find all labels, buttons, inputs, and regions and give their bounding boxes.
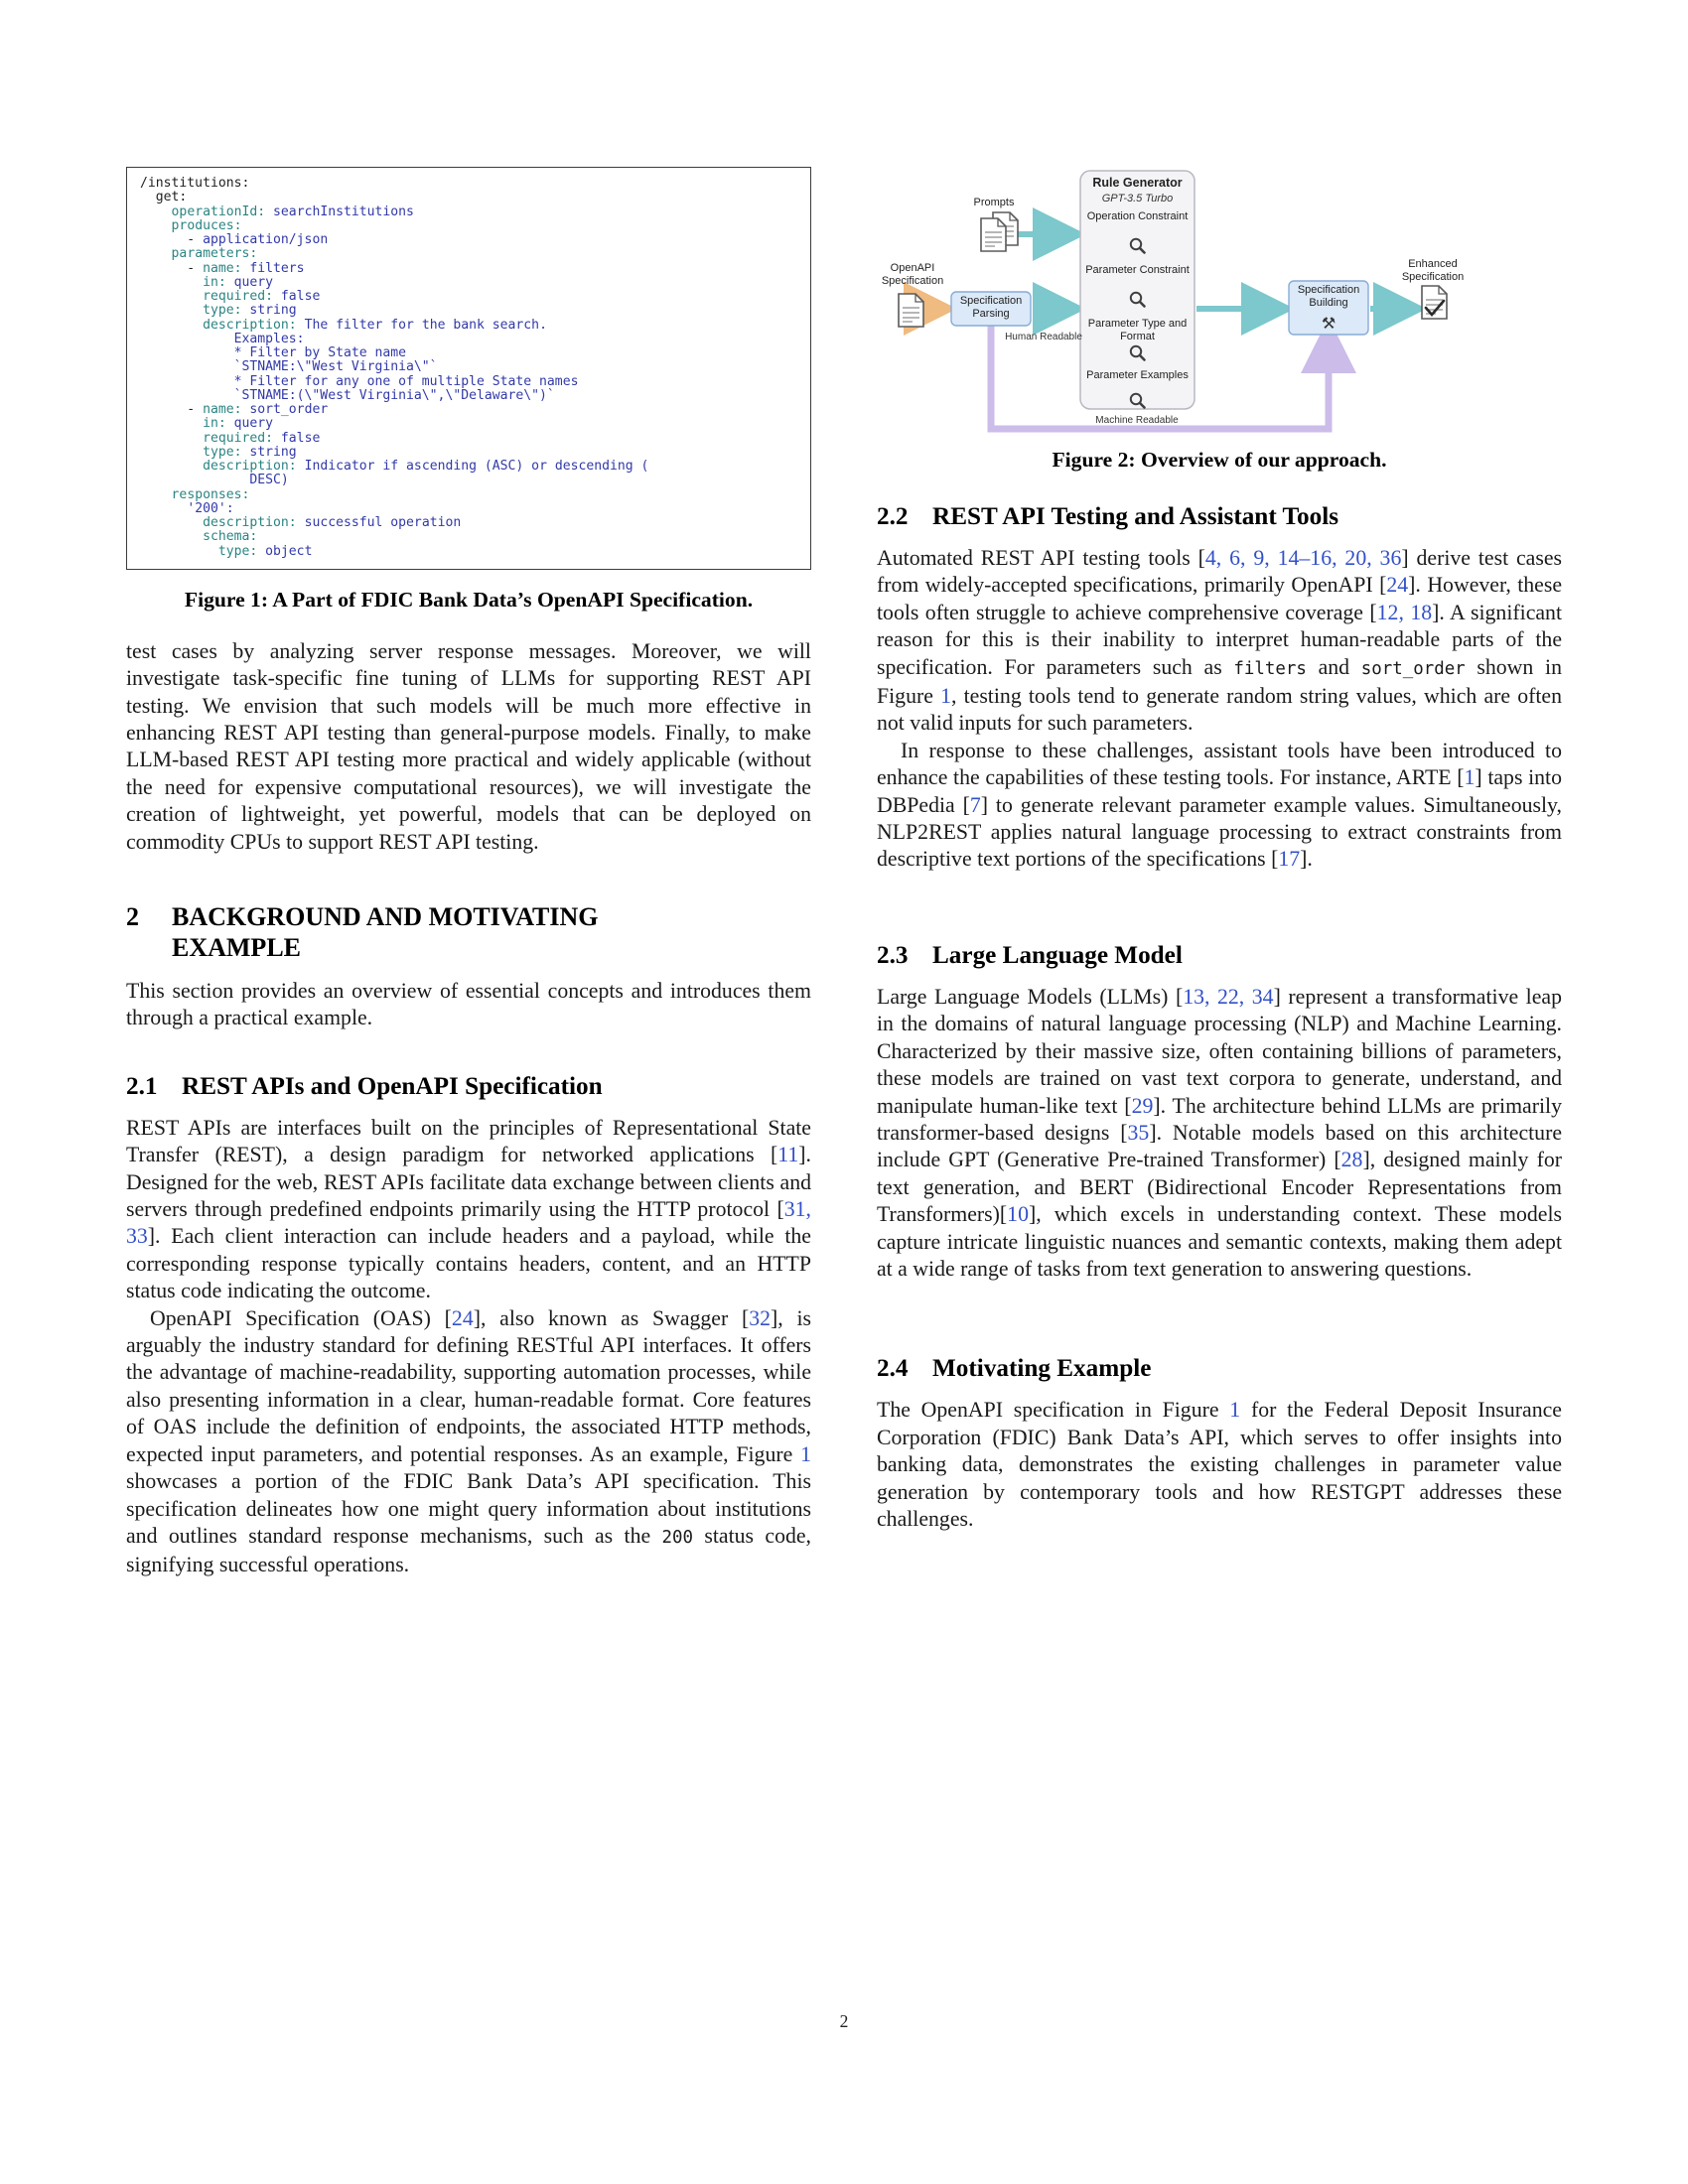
citation-link[interactable]: 1 — [1464, 765, 1476, 790]
code-line: '200': — [187, 500, 234, 516]
text-run: ], which excels in understanding context. These models capture intricate linguistic nuances and semantic contexts, making them adept at a wide range of tasks from text generation to answering questions. — [877, 1202, 1562, 1281]
citation-link[interactable]: 12, 18 — [1376, 600, 1433, 624]
text-run: shown in Figure — [877, 654, 1562, 709]
code-line: produces: — [171, 217, 242, 233]
spec-building-label: Specification Building — [1297, 284, 1360, 309]
citation-link[interactable]: 10 — [1007, 1202, 1029, 1227]
text-run: ], also known as Swagger [ — [473, 1305, 750, 1330]
section-title: BACKGROUND AND MOTIVATING EXAMPLE — [172, 902, 599, 962]
left-column — [126, 167, 811, 1579]
text-run: In response to these challenges, assistant tools have been introduced to enhance the capabilities of these testing tools. For instance, ARTE [ — [877, 738, 1562, 790]
openapi-doc-icon — [899, 294, 923, 327]
text-run: ] to generate relevant parameter example values. Simultaneously, NLP2REST applies natural language processing to extract constraints from descriptive text portions of the specifications [ — [877, 792, 1562, 872]
code-line: `STNAME:(\"West Virginia\",\"Delaware\")` — [140, 387, 555, 403]
text-run: ], designed mainly for text generation, and BERT (Bidirectional Encoder Representations from Transformers)[ — [877, 1148, 1563, 1227]
text-run: ] taps into DBPedia [ — [877, 765, 1562, 817]
text-run: test cases by analyzing server response messages. Moreover, we will investigate task-specific fine tuning of LLMs for supporting REST API testing. We envision that such models will be much more effective in enhancing REST API testing than general-purpose models. Finally, to make LLM-based REST API testing more practical and widely applicable (without the need for expensive computational resources), we will investigate the creation of lightweight, yet powerful, models that can be deployed on commodity CPUs to support REST API testing. — [126, 638, 811, 854]
code-line: Examples: — [140, 331, 305, 346]
citation-link[interactable]: 7 — [969, 792, 981, 817]
citation-link[interactable]: 17 — [1278, 847, 1301, 872]
citation-link[interactable]: 32 — [749, 1305, 772, 1330]
citation-link[interactable]: 24 — [1386, 573, 1409, 598]
paragraph-2-2-a — [877, 545, 1562, 738]
inline-code: sort_order — [1360, 658, 1466, 679]
figure1-caption: Figure 1: A Part of FDIC Bank Data’s OpenAPI Specification. — [184, 587, 754, 612]
text-run: for the Federal Deposit Insurance Corporation (FDIC) Bank Data’s API, which serves to offer insights into banking data, demonstrates the existing challenges in parameter value generation by contemporary tools and how RESTGPT addresses these challenges. — [877, 1398, 1562, 1531]
code-line: description: successful operation — [203, 515, 462, 530]
code-line: `STNAME:\"West Virginia\"` — [140, 359, 438, 375]
enhanced-spec-label: Enhanced Specification — [1401, 258, 1465, 283]
code-line: in: query — [203, 416, 274, 432]
prompts-label: Prompts — [973, 197, 1015, 208]
figure1 — [126, 167, 811, 613]
code-line: * Filter for any one of multiple State names — [140, 373, 579, 389]
text-run: showcases a portion of the FDIC Bank Data’s API specification. This specification delineates how one might query information about institutions and outlines standard response mechanisms, such as the — [126, 1469, 811, 1548]
text-run: ], is arguably the industry standard for defining RESTful API interfaces. It offers the advantage of machine-readability, supporting automation processes, while also presenting information in a clear, human-readable format. Core features of OAS include the definition of endpoints, the associated HTTP methods, expected input parameters, and potential responses. As an example, Figure — [126, 1305, 811, 1466]
code-line: description: The filter for the bank search. — [203, 317, 547, 333]
code-line: schema: — [203, 529, 258, 545]
code-line: /institutions: — [140, 176, 250, 191]
rule-generator-subtitle: GPT-3.5 Turbo — [1101, 193, 1174, 205]
text-run: Large Language Models (LLMs) [ — [877, 984, 1184, 1009]
code-line: in: query — [203, 274, 274, 290]
text-run: and — [1306, 654, 1361, 679]
citation-link[interactable]: 29 — [1131, 1093, 1154, 1118]
text-run: ] derive test cases from widely-accepted specifications, primarily OpenAPI [ — [877, 546, 1562, 598]
text-run: ]. Designed for the web, REST APIs facilitate data exchange between clients and servers through predefined endpoints primarily using the HTTP protocol [ — [126, 1143, 811, 1222]
citation-link[interactable]: 1 — [1229, 1398, 1241, 1423]
code-line: required: false — [203, 430, 321, 446]
text-run: This section provides an overview of essential concepts and introduces them through a practical example. — [126, 979, 811, 1030]
figure2-diagram-wrap — [877, 169, 1562, 437]
openapi-spec-label: OpenAPI Specification — [881, 262, 944, 287]
text-run: , testing tools tend to generate random string values, which are often not valid inputs for such parameters. — [877, 684, 1562, 736]
code-line: * Filter by State name — [140, 345, 407, 360]
paragraph-2-1-a — [126, 1115, 811, 1305]
parameter-examples-label: Parameter Examples — [1086, 369, 1189, 381]
code-line: operationId: searchInstitutions — [171, 204, 414, 219]
paragraph-2-3-a — [877, 984, 1562, 1283]
tools-icon: ⚒ — [1321, 316, 1336, 333]
text-run: The OpenAPI specification in Figure — [877, 1398, 1230, 1423]
parameter-constraint-label: Parameter Constraint — [1085, 264, 1190, 276]
citation-link[interactable]: 35 — [1127, 1120, 1150, 1145]
machine-readable-label: Machine Readable — [1095, 415, 1179, 426]
text-run: status code, signifying successful operations. — [126, 1523, 811, 1577]
text-run: ]. Notable models based on this architecture include GPT (Generative Pre-trained Transformer) [ — [877, 1120, 1563, 1172]
figure2-caption: Figure 2: Overview of our approach. — [1052, 448, 1387, 472]
paragraph-section2-intro — [126, 978, 811, 1032]
human-readable-label: Human Readable — [1005, 332, 1082, 342]
code-line: responses: — [171, 486, 250, 502]
paragraph-continuation — [126, 638, 811, 856]
rule-generator-title: Rule Generator — [1092, 177, 1183, 190]
section-number: 2 — [126, 902, 139, 931]
section-number: 2.4 — [877, 1355, 909, 1383]
page-number: 2 — [839, 2011, 849, 2031]
code-line: type: string — [203, 444, 297, 460]
code-line: description: Indicator if ascending (ASC) or descending ( — [203, 459, 649, 474]
code-line: required: false — [203, 289, 321, 304]
spec-parsing-label: Specification Parsing — [959, 295, 1023, 320]
section-heading-2-2 — [877, 502, 1562, 532]
text-run: ]. — [1300, 847, 1313, 872]
text-run: Automated REST API testing tools [ — [877, 546, 1205, 570]
section-heading-2-3 — [877, 941, 1562, 971]
right-column — [877, 169, 1562, 1533]
citation-link[interactable]: 1 — [800, 1441, 811, 1466]
text-run: REST APIs are interfaces built on the principles of Representational State Transfer (REST), a design paradigm for networked applications [ — [126, 1115, 811, 1167]
code-line: get: — [140, 190, 188, 205]
section-heading-2-4 — [877, 1354, 1562, 1384]
text-run: ]. However, these tools often struggle to achieve comprehensive coverage [ — [877, 573, 1563, 624]
citation-link[interactable]: 1 — [940, 684, 951, 709]
citation-link[interactable]: 24 — [451, 1305, 474, 1330]
code-line: type: string — [203, 303, 297, 319]
operation-constraint-label: Operation Constraint — [1086, 210, 1189, 222]
citation-link[interactable]: 4, 6, 9, 14–16, 20, 36 — [1204, 546, 1402, 570]
section-number: 2.1 — [126, 1072, 158, 1100]
section-number: 2.2 — [877, 503, 909, 530]
section-heading-2 — [126, 901, 811, 963]
figure2-diagram — [877, 169, 1562, 437]
parameter-type-format-label: Parameter Type and Format — [1087, 318, 1188, 342]
text-run: ]. Each client interaction can include headers and a payload, while the corresponding response typically contains headers, content, and an HTTP status code indicating the outcome. — [126, 1224, 811, 1303]
section-number: 2.3 — [877, 941, 909, 969]
code-line: - name: sort_order — [140, 402, 329, 417]
citation-link[interactable]: 13, 22, 34 — [1183, 984, 1274, 1009]
inline-code: 200 — [661, 1527, 693, 1548]
code-line: - application/json — [140, 232, 329, 247]
section-title: REST APIs and OpenAPI Specification — [182, 1072, 603, 1100]
paragraph-2-1-b — [126, 1305, 811, 1579]
citation-link[interactable]: 11 — [777, 1143, 799, 1167]
figure2 — [877, 169, 1562, 473]
inline-code: filters — [1233, 658, 1307, 679]
code-line: - name: filters — [140, 260, 305, 276]
section-title: Motivating Example — [932, 1355, 1152, 1383]
paragraph-2-2-b — [877, 738, 1562, 874]
citation-link[interactable]: 31, 33 — [126, 1197, 811, 1249]
text-run: ]. A significant reason for this is their inability to interpret human-readable parts of the specification. For parameters such as — [877, 600, 1563, 679]
text-run: ]. The architecture behind LLMs are primarily transformer-based designs [ — [877, 1093, 1562, 1145]
section-title: Large Language Model — [932, 941, 1183, 969]
code-line: type: object — [217, 543, 313, 559]
section-title: REST API Testing and Assistant Tools — [932, 503, 1339, 530]
prompts-doc-icon — [981, 218, 1006, 251]
citation-link[interactable]: 28 — [1340, 1148, 1363, 1172]
text-run: ] represent a transformative leap in the domains of natural language processing (NLP) and Machine Learning. Characterized by their massive size, often containing billions of parameters, these models are trained on vast text corpora to generate, understand, and manipulate human-like text [ — [877, 984, 1562, 1118]
paragraph-2-4-a — [877, 1397, 1562, 1533]
code-line: DESC) — [140, 473, 289, 488]
section-heading-2-1 — [126, 1072, 811, 1102]
code-line: parameters: — [171, 246, 258, 262]
openapi-code-listing — [126, 167, 811, 570]
text-run: OpenAPI Specification (OAS) [ — [150, 1305, 452, 1330]
